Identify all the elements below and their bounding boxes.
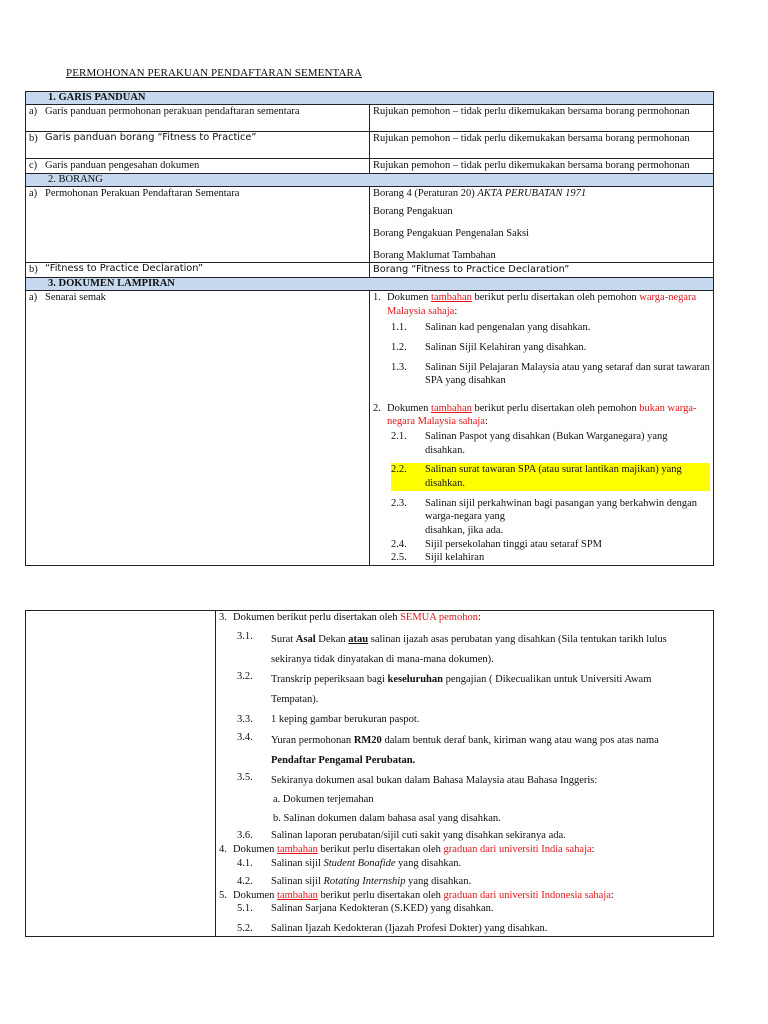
requirements-table-continued [25,610,714,937]
table-row [26,611,714,937]
list-item: 5.2. Salinan Ijazah Kedokteran (Ijazah Profesi Dokter) yang disahkan. [237,923,548,935]
list-item: 2.4. Sijil persekolahan tinggi atau setaraf SPM [391,538,603,550]
section-title: 1. GARIS PANDUAN [48,92,146,103]
table-row [26,132,714,159]
list-item: 1.2. Salinan Sijil Kelahiran yang disahkan. [391,341,587,353]
list-item-highlighted: 2.2. Salinan surat tawaran SPA (atau surat lantikan majikan) yang disahkan. [373,463,710,490]
form-name: Borang Pengakuan [373,206,453,218]
list-item: 4.2. Salinan sijil Rotating Internship yang disahkan. [237,876,472,888]
requirements-table [25,91,714,566]
list-item: 5. Dokumen tambahan berikut perlu disertakan oleh graduan dari universiti Indonesia sahaja: [219,889,614,901]
list-item: 5.1. Salinan Sarjana Kedokteran (S.KED) yang disahkan. [237,903,494,915]
list-item: 3.6. Salinan laporan perubatan/sijil cuti sakit yang disahkan sekiranya ada. [237,830,566,842]
row-label: a) [29,291,38,303]
section-header-dokumen-lampiran [26,277,714,290]
section-title: 2. BORANG [48,173,103,185]
row-reference: Rujukan pemohon – tidak perlu dikemukakan bersama borang permohonan [373,106,690,117]
table-row [26,186,714,263]
table-row [26,159,714,174]
list-item: 4.1. Salinan sijil Student Bonafide yang disahkan. [237,857,462,869]
section-header-borang [26,173,714,186]
list-item: 3.3. 1 keping gambar berukuran paspot. [237,713,420,725]
table-row [26,105,714,132]
list-item-continuation: disahkan, jika ada. [425,524,504,536]
list-item: 3.2. Transkrip peperiksaan bagi keseluruhan pengajian ( Dikecualikan untuk Universiti Awam Tempatan). [237,670,652,705]
table-row [26,263,714,278]
list-item: 3.4. Yuran permohonan RM20 dalam bentuk deraf bank, kiriman wang atau wang pos atas nama Pendaftar Pengamal Perubatan. [237,732,659,767]
list-item: 3.1. Surat Asal Dekan atau salinan ijazah asas perubatan yang disahkan (Sila tentukan tarikh lulus sekiranya tidak dinyatakan di mana-mana dokumen). [237,630,667,665]
row-reference: Borang “Fitness to Practice Declaration” [373,264,570,276]
row-label: b) [29,264,38,276]
row-text: Senarai semak [45,291,106,303]
list-item: 2. Dokumen tambahan berikut perlu disertakan oleh pemohon bukan warga-negara Malaysia sahaja: [373,402,697,428]
form-act: AKTA PERUBATAN 1971 [477,187,587,199]
section-title: 3. DOKUMEN LAMPIRAN [48,277,175,289]
row-text: Permohonan Perakuan Pendaftaran Sementara [45,187,240,199]
section-header-garis-panduan [26,92,714,105]
row-label: a) [29,187,38,199]
row-reference: Rujukan pemohon – tidak perlu dikemukakan bersama borang permohonan [373,160,690,171]
row-text: Garis panduan permohonan perakuan pendaftaran sementara [45,106,300,117]
form-name: Borang Pengakuan Pengenalan Saksi [373,227,530,239]
table-row [26,290,714,565]
list-item: 2.1. Salinan Paspot yang disahkan (Bukan Warganegara) yang disahkan. [391,431,668,456]
row-label: c) [29,160,38,171]
list-item: 3. Dokumen berikut perlu disertakan oleh SEMUA pemohon: [219,612,481,623]
row-reference: Rujukan pemohon – tidak perlu dikemukakan bersama borang permohonan [373,133,690,144]
list-item: 1.3. Salinan Sijil Pelajaran Malaysia atau yang setaraf dan surat tawaran SPA yang disahkan [391,361,710,387]
row-label: b) [29,133,38,144]
list-item: 1. Dokumen tambahan berikut perlu disertakan oleh pemohon warga-negara Malaysia sahaja: [373,291,697,317]
list-item: 2.5. Sijil kelahiran [391,552,485,564]
list-item: 1.1. Salinan kad pengenalan yang disahkan. [391,322,591,334]
list-item: 4. Dokumen tambahan berikut perlu disertakan oleh graduan dari universiti India sahaja: [219,843,595,855]
row-text: “Fitness to Practice Declaration” [45,263,204,275]
row-label: a) [29,106,38,117]
row-text: Garis panduan pengesahan dokumen [45,160,200,171]
list-item: 2.3. Salinan sijil perkahwinan bagi pasangan yang berkahwin dengan warga-negara yang [391,497,698,523]
form-name: Borang Maklumat Tambahan [373,249,496,261]
row-text: Garis panduan borang “Fitness to Practice” [45,132,257,143]
document-title: PERMOHONAN PERAKUAN PENDAFTARAN SEMENTARA [66,67,362,79]
form-name: Borang 4 (Peraturan 20) [373,187,478,199]
list-item: 3.5. Sekiranya dokumen asal bukan dalam Bahasa Malaysia atau Bahasa Inggeris: a. Dokumen terjemahan b. Salinan dokumen dalam bahasa asal yang disahkan. [237,772,598,825]
